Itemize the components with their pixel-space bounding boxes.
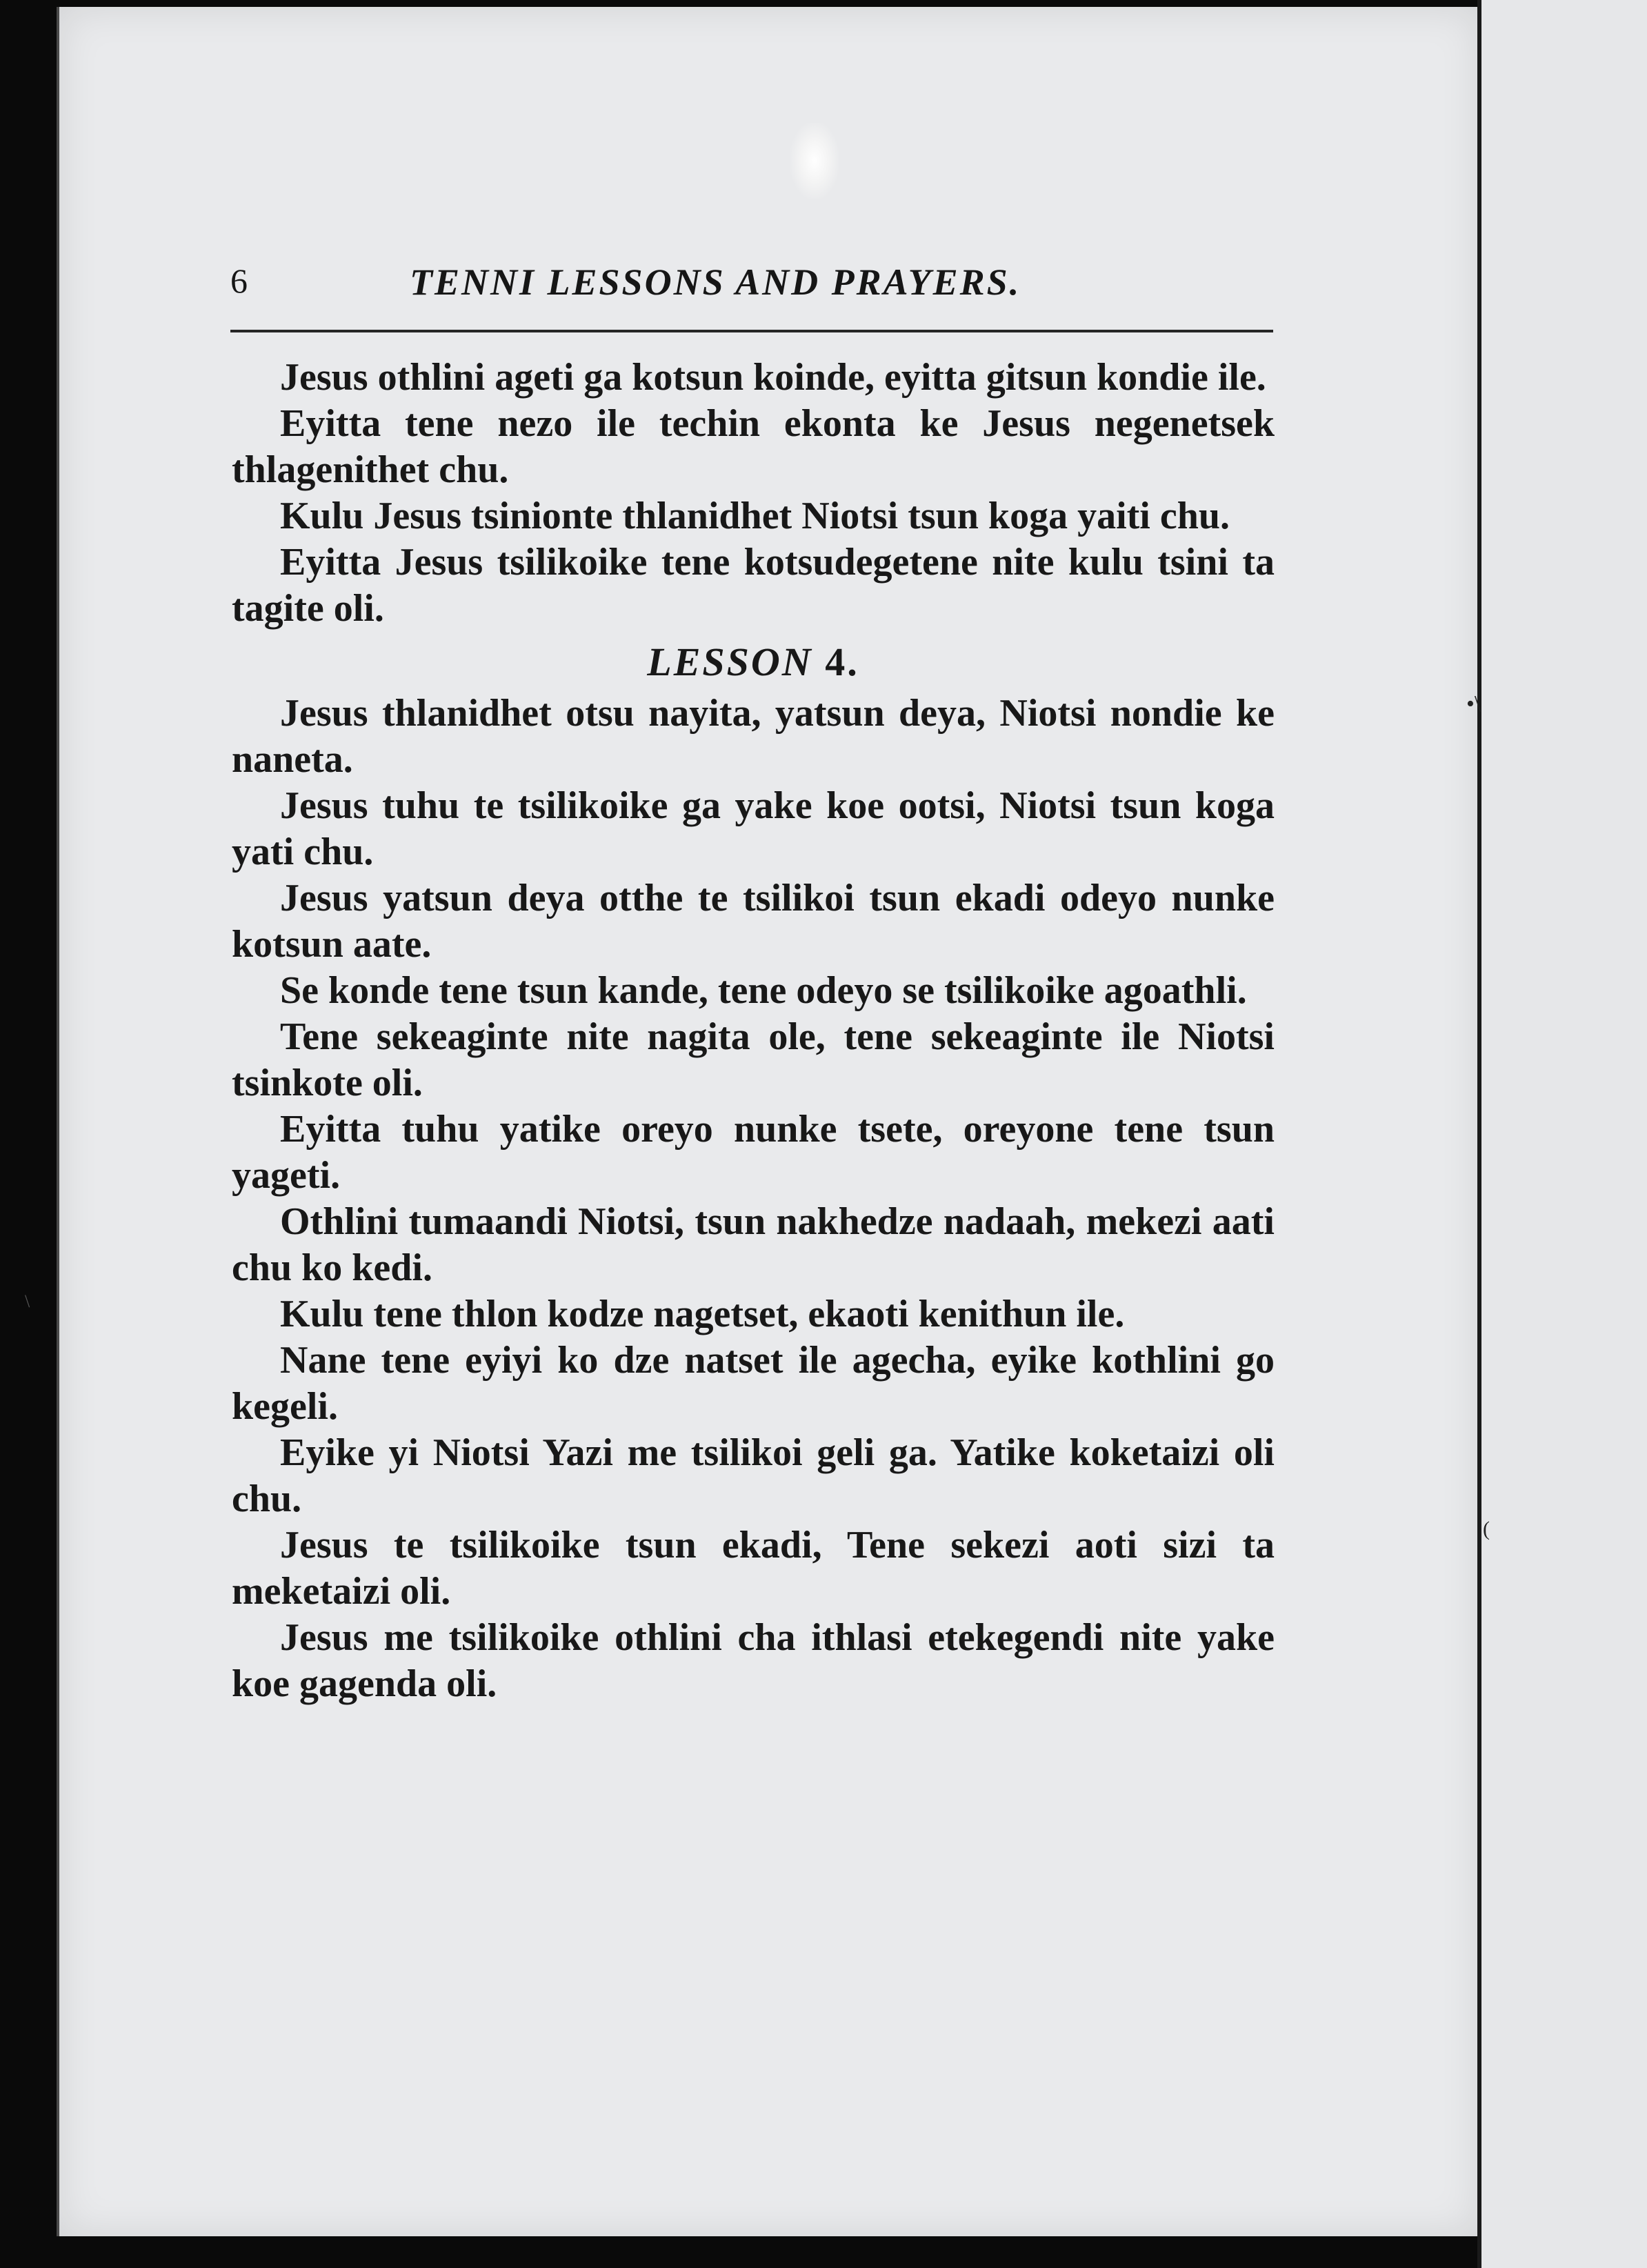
body-text (232, 355, 1275, 1707)
lesson-label: LESSON (647, 639, 813, 684)
paragraph: Jesus yatsun deya otthe te tsilikoi tsun ekadi odeyo nunke kotsun aate. (232, 877, 1275, 966)
running-title: TENNI LESSONS AND PRAYERS. (410, 261, 1021, 303)
paragraph: Eyitta tene nezo ile techin ekonta ke Jesus negenetsek thlagenithet chu. (232, 402, 1275, 491)
paragraph: Eyike yi Niotsi Yazi me tsilikoi geli ga. Yatike koketaizi oli chu. (232, 1431, 1275, 1520)
paragraph: Tene sekeaginte nite nagita ole, tene sekeaginte ile Niotsi tsinkote oli. (232, 1015, 1275, 1104)
paragraph: Se konde tene tsun kande, tene odeyo se tsilikoike agoathli. (280, 969, 1247, 1012)
margin-mark: \ (25, 1291, 30, 1311)
page-number: 6 (230, 261, 248, 300)
paragraph: Eyitta tuhu yatike oreyo nunke tsete, oreyone tene tsun yageti. (232, 1108, 1275, 1197)
facing-page (1481, 0, 1647, 2268)
paper-smudge (790, 123, 839, 199)
margin-mark: ( (1483, 1518, 1490, 1540)
paragraph: Jesus othlini ageti ga kotsun koinde, eyitta gitsun kondie ile. (280, 356, 1266, 399)
paragraph: Kulu tene thlon kodze nagetset, ekaoti kenithun ile. (280, 1293, 1125, 1335)
running-head (230, 261, 1272, 309)
paragraph: Jesus me tsilikoike othlini cha ithlasi etekegendi nite yake koe gagenda oli. (232, 1616, 1275, 1705)
margin-mark: •\ (1466, 691, 1481, 717)
paragraph: Jesus tuhu te tsilikoike ga yake koe ootsi, Niotsi tsun koga yati chu. (232, 784, 1275, 873)
lesson-number: 4. (825, 639, 859, 684)
paragraph: Eyitta Jesus tsilikoike tene kotsudegetene nite kulu tsini ta tagite oli. (232, 541, 1275, 630)
paragraph: Kulu Jesus tsinionte thlanidhet Niotsi tsun koga yaiti chu. (280, 495, 1230, 537)
paragraph: Jesus te tsilikoike tsun ekadi, Tene sekezi aoti sizi ta meketaizi oli. (232, 1524, 1275, 1613)
lesson-heading (232, 639, 1275, 685)
paragraph: Jesus thlanidhet otsu nayita, yatsun deya, Niotsi nondie ke naneta. (232, 692, 1275, 781)
paragraph: Othlini tumaandi Niotsi, tsun nakhedze nadaah, mekezi aati chu ko kedi. (232, 1200, 1275, 1289)
paragraph: Nane tene eyiyi ko dze natset ile agecha, eyike kothlini go kegeli. (232, 1339, 1275, 1428)
header-rule (230, 330, 1273, 332)
